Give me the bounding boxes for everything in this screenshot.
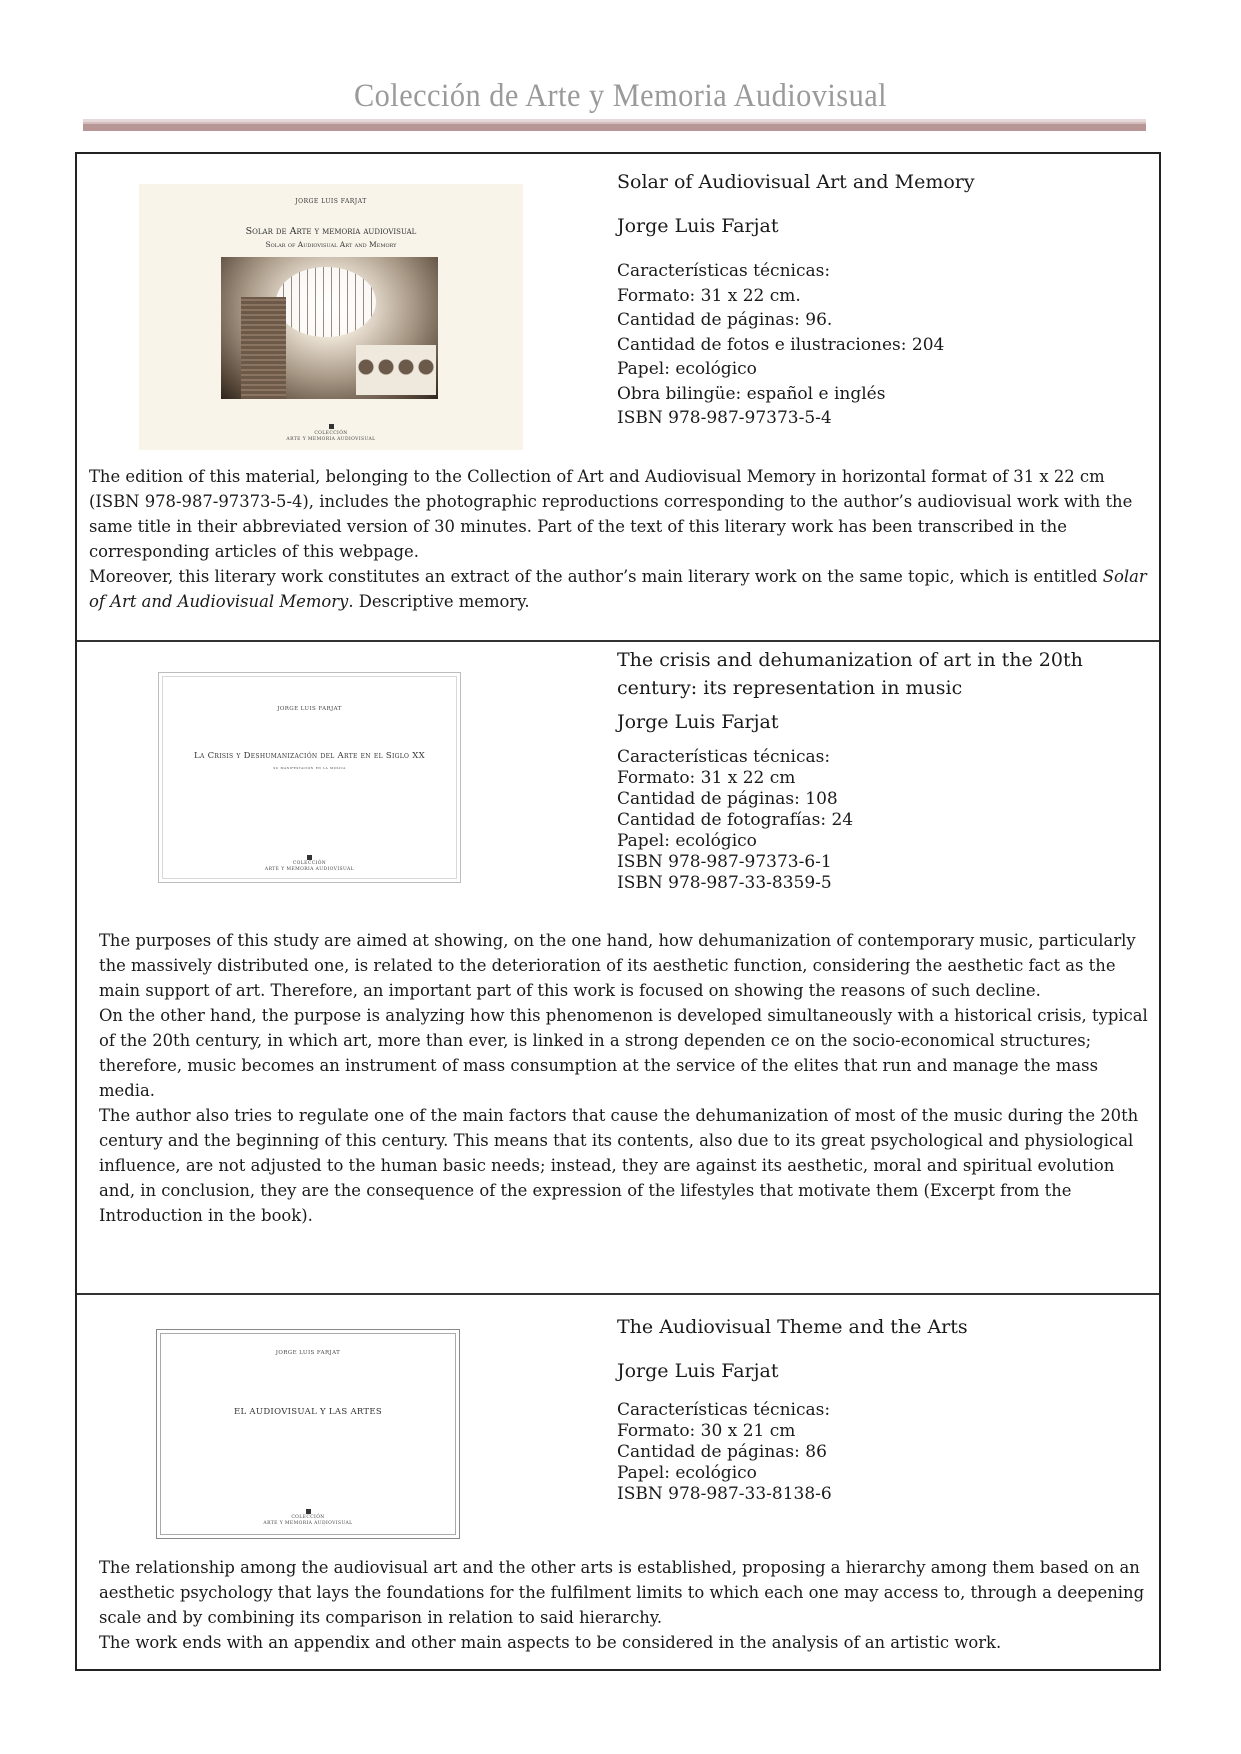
- cover-title: Solar de Arte y memoria audiovisual: [245, 226, 417, 237]
- cover-collection-name: ARTE Y MEMORIA AUDIOVISUAL: [286, 437, 376, 442]
- book-cover-image: [139, 184, 523, 450]
- collection-logo-icon: [329, 424, 334, 429]
- book-specs: [617, 747, 1087, 894]
- spec-paper: Papel: ecológico: [617, 1463, 757, 1483]
- collection-logo-icon: [307, 855, 312, 860]
- description-text: . Descriptive memory.: [348, 592, 530, 611]
- spec-format: Formato: 31 x 22 cm: [617, 768, 796, 788]
- book-description: [99, 1555, 1149, 1655]
- spec-pages: Cantidad de páginas: 86: [617, 1442, 827, 1462]
- cover-author: JORGE LUIS FARJAT: [275, 1350, 341, 1356]
- header-divider-bar: [83, 119, 1146, 131]
- spec-isbn: ISBN 978-987-97373-5-4: [617, 408, 832, 428]
- cover-inner-border: [160, 1333, 456, 1535]
- description-paragraph: [89, 564, 1149, 614]
- book-specs: [617, 1400, 968, 1505]
- cover-collection-name: ARTE Y MEMORIA AUDIOVISUAL: [263, 1521, 353, 1526]
- book-info: [617, 168, 975, 431]
- book-entry-1: [77, 154, 1159, 640]
- spec-paper: Papel: ecológico: [617, 359, 757, 379]
- collection-logo-icon: [306, 1509, 311, 1514]
- page-header-title: Colección de Arte y Memoria Audiovisual: [353, 78, 888, 114]
- dome-graphic: [276, 267, 376, 337]
- book-info: [617, 1313, 968, 1505]
- book-title: Solar of Audiovisual Art and Memory: [617, 171, 975, 193]
- spec-isbn: ISBN 978-987-97373-6-1: [617, 852, 832, 872]
- catalog-frame: [75, 152, 1161, 1671]
- book-title: The Audiovisual Theme and the Arts: [617, 1316, 968, 1338]
- book-cover-image: [156, 1329, 460, 1539]
- arches-graphic: [356, 345, 436, 395]
- brick-wall-graphic: [241, 297, 286, 399]
- spec-paper: Papel: ecológico: [617, 831, 757, 851]
- cover-collection-label: COLECCIÓN: [314, 431, 348, 436]
- description-paragraph: On the other hand, the purpose is analyzing how this phenomenon is developed simultaneously with a historical crisis, typical of the 20th century, in which art, more than ever, is linked in a strong dependen ce on the socio-economical structures; therefore, music becomes an instrument of mass consumption at the service of the elites that run and manage the mass media.: [99, 1006, 1148, 1100]
- description-italic-title: Solar of Art and Audiovisual Memory: [89, 567, 1147, 611]
- cover-photo-dome: [221, 257, 438, 399]
- spec-format: Formato: 30 x 21 cm: [617, 1421, 796, 1441]
- spec-heading: Características técnicas:: [617, 1400, 831, 1420]
- book-description: [99, 928, 1149, 1228]
- description-paragraph: The work ends with an appendix and other main aspects to be considered in the analysis of an artistic work.: [99, 1633, 1002, 1652]
- book-entry-2: [77, 642, 1159, 1293]
- cover-title: La Crisis y Deshumanización del Arte en el Siglo XX: [194, 751, 425, 761]
- cover-collection-label: COLECCIÓN: [292, 861, 327, 866]
- description-paragraph: The author also tries to regulate one of the main factors that cause the dehumanization of most of the music during the 20th century and the beginning of this century. This means that its contents, also due to its great psychological and physiological influence, are not adjusted to the human basic needs; instead, they are against its aesthetic, moral and spiritual evolution and, in conclusion, they are the consequence of the expression of the lifestyles that motivate them (Excerpt from the Introduction in the book).: [99, 1106, 1139, 1225]
- book-title: The crisis and dehumanization of art in the 20th century: its representation in music: [617, 649, 1083, 699]
- spec-heading: Características técnicas:: [617, 747, 831, 767]
- book-cover-image: [158, 672, 461, 883]
- book-description: [89, 464, 1149, 614]
- spec-isbn: ISBN 978-987-33-8138-6: [617, 1484, 832, 1504]
- book-author: Jorge Luis Farjat: [617, 711, 779, 733]
- spec-isbn: ISBN 978-987-33-8359-5: [617, 873, 832, 893]
- spec-language: Obra bilingüe: español e inglés: [617, 383, 886, 404]
- book-author: Jorge Luis Farjat: [617, 215, 779, 237]
- spec-photos: Cantidad de fotos e ilustraciones: 204: [617, 334, 945, 355]
- description-paragraph: The relationship among the audiovisual art and the other arts is established, proposing a hierarchy among them based on an aesthetic psychology that lays the foundations for the fulfilment limits to which each one may access to, through a deepening scale and by combining its comparison in relation to said hierarchy.: [99, 1558, 1145, 1627]
- cover-author: JORGE LUIS FARJAT: [295, 198, 367, 205]
- cover-title: EL AUDIOVISUAL Y LAS ARTES: [233, 1407, 383, 1417]
- cover-author: JORGE LUIS FARJAT: [277, 706, 342, 712]
- spec-pages: Cantidad de páginas: 108: [617, 789, 838, 809]
- book-specs: [617, 259, 975, 431]
- cover-collection-name: ARTE Y MEMORIA AUDIOVISUAL: [264, 867, 355, 872]
- spec-format: Formato: 31 x 22 cm.: [617, 285, 801, 306]
- cover-collection-label: COLECCIÓN: [291, 1515, 325, 1520]
- spec-photos: Cantidad de fotografías: 24: [617, 810, 854, 830]
- book-info: [617, 646, 1087, 894]
- book-author: Jorge Luis Farjat: [617, 1360, 779, 1382]
- description-text: Moreover, this literary work constitutes an extract of the author’s main literary work on the same topic, which is entitled: [89, 567, 1103, 586]
- spec-heading: Características técnicas:: [617, 261, 831, 281]
- description-paragraph: The edition of this material, belonging to the Collection of Art and Audiovisual Memory in horizontal format of 31 x 22 cm (ISBN 978-987-97373-5-4), includes the photographic reproductions corresponding to the author’s audiovisual work with the same title in their abbreviated version of 30 minutes. Part of the text of this literary work has been transcribed in the corresponding articles of this webpage.: [89, 467, 1133, 561]
- spec-pages: Cantidad de páginas: 96.: [617, 310, 833, 330]
- book-entry-3: [77, 1295, 1159, 1669]
- description-paragraph: The purposes of this study are aimed at showing, on the one hand, how dehumanization of contemporary music, particularly the massively distributed one, is related to the deterioration of its aesthetic function, considering the aesthetic fact as the main support of art. Therefore, an important part of this work is focused on showing the reasons of such decline.: [99, 931, 1136, 1000]
- cover-subtitle: Solar of Audiovisual Art and Memory: [265, 240, 397, 249]
- cover-subtitle: su manifestación en la música: [273, 766, 346, 771]
